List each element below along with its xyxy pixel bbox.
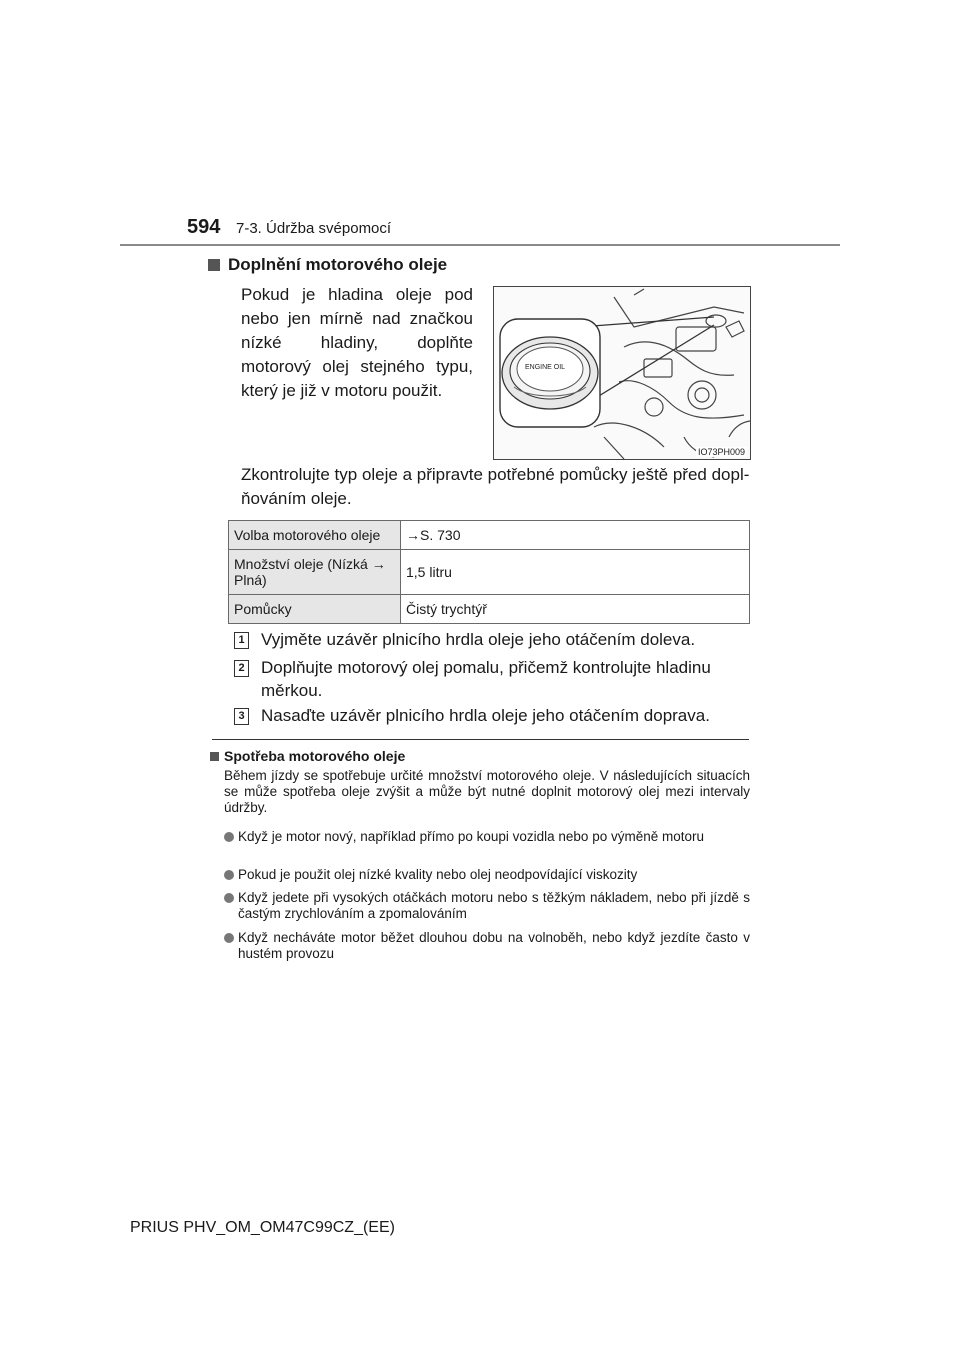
step-text: Nasaďte uzávěr plnicího hrdla oleje jeho otáčením doprava.	[261, 706, 710, 725]
chapter-title: 7-3. Údržba svépomocí	[236, 220, 392, 237]
step-number: 1	[234, 632, 249, 649]
note-heading	[210, 748, 405, 764]
preparation-paragraph: Zkontrolujte typ oleje a připravte potřebné pomůcky ještě před doplňováním oleje.	[241, 465, 750, 508]
bullet-dot-icon	[224, 870, 234, 880]
list-item-text: Když jedete při vysokých otáčkách motoru nebo s těžkým nákladem, nebo při jízdě s častým zrychlováním a zpomalováním	[238, 890, 750, 921]
oil-info-table	[228, 520, 750, 624]
page-number: 594	[187, 216, 221, 238]
document-code: PRIUS PHV_OM_OM47C99CZ_(EE)	[130, 1219, 395, 1236]
intro-paragraph: Pokud je hladina oleje pod nebo jen mírně nad značkou nízké hladiny, doplňte motorový olej stejného typu, který je již v motoru použit.	[241, 285, 473, 400]
step-text: Doplňujte motorový olej pomalu, přičemž kontrolujte hladinu měrkou.	[261, 658, 711, 700]
note-divider	[212, 739, 749, 740]
step-item	[234, 656, 750, 702]
header-divider	[120, 244, 840, 246]
section-heading	[208, 255, 447, 275]
step-number: 3	[234, 708, 249, 725]
table-row	[229, 521, 750, 550]
step-number: 2	[234, 660, 249, 677]
list-item-text: Když je motor nový, například přímo po koupi vozidla nebo po výměně motoru	[238, 829, 704, 844]
list-item-text: Pokud je použit olej nízké kvality nebo olej neodpovídající viskozity	[238, 867, 638, 882]
list-item	[224, 890, 750, 922]
note-title: Spotřeba motorového oleje	[224, 748, 406, 764]
engine-bay-drawing	[494, 287, 750, 459]
table-row	[229, 595, 750, 624]
square-bullet-icon	[208, 259, 220, 271]
list-item	[224, 829, 750, 845]
table-key: Pomůcky	[229, 595, 401, 624]
bullet-dot-icon	[224, 832, 234, 842]
section-title: Doplnění motorového oleje	[228, 255, 448, 274]
table-value: Čistý trychtýř	[401, 595, 750, 624]
figure-code: IO73PH009	[697, 447, 745, 457]
table-key: Množství oleje (Nízká → Plná)	[229, 550, 401, 595]
list-item	[224, 930, 750, 962]
step-item	[234, 628, 750, 651]
note-body: Během jízdy se spotřebuje určité množství motorového oleje. V následujících situacích se může spotřeba oleje zvýšit a může být nutné doplnit motorový olej mezi intervaly údržby.	[224, 768, 750, 815]
list-item-text: Když necháváte motor běžet dlouhou dobu na volnoběh, nebo když jezdíte často v hustém provozu	[238, 930, 750, 961]
table-value: →S. 730	[401, 521, 750, 550]
table-value: 1,5 litru	[401, 550, 750, 595]
list-item	[224, 867, 750, 883]
step-item	[234, 704, 750, 727]
bullet-dot-icon	[224, 893, 234, 903]
table-key: Volba motorového oleje	[229, 521, 401, 550]
bullet-dot-icon	[224, 933, 234, 943]
table-row	[229, 550, 750, 595]
cap-label: ENGINE OIL	[525, 364, 566, 371]
square-bullet-icon	[210, 752, 219, 761]
engine-oil-cap-illustration	[493, 286, 751, 460]
step-text: Vyjměte uzávěr plnicího hrdla oleje jeho otáčením doleva.	[261, 630, 696, 649]
